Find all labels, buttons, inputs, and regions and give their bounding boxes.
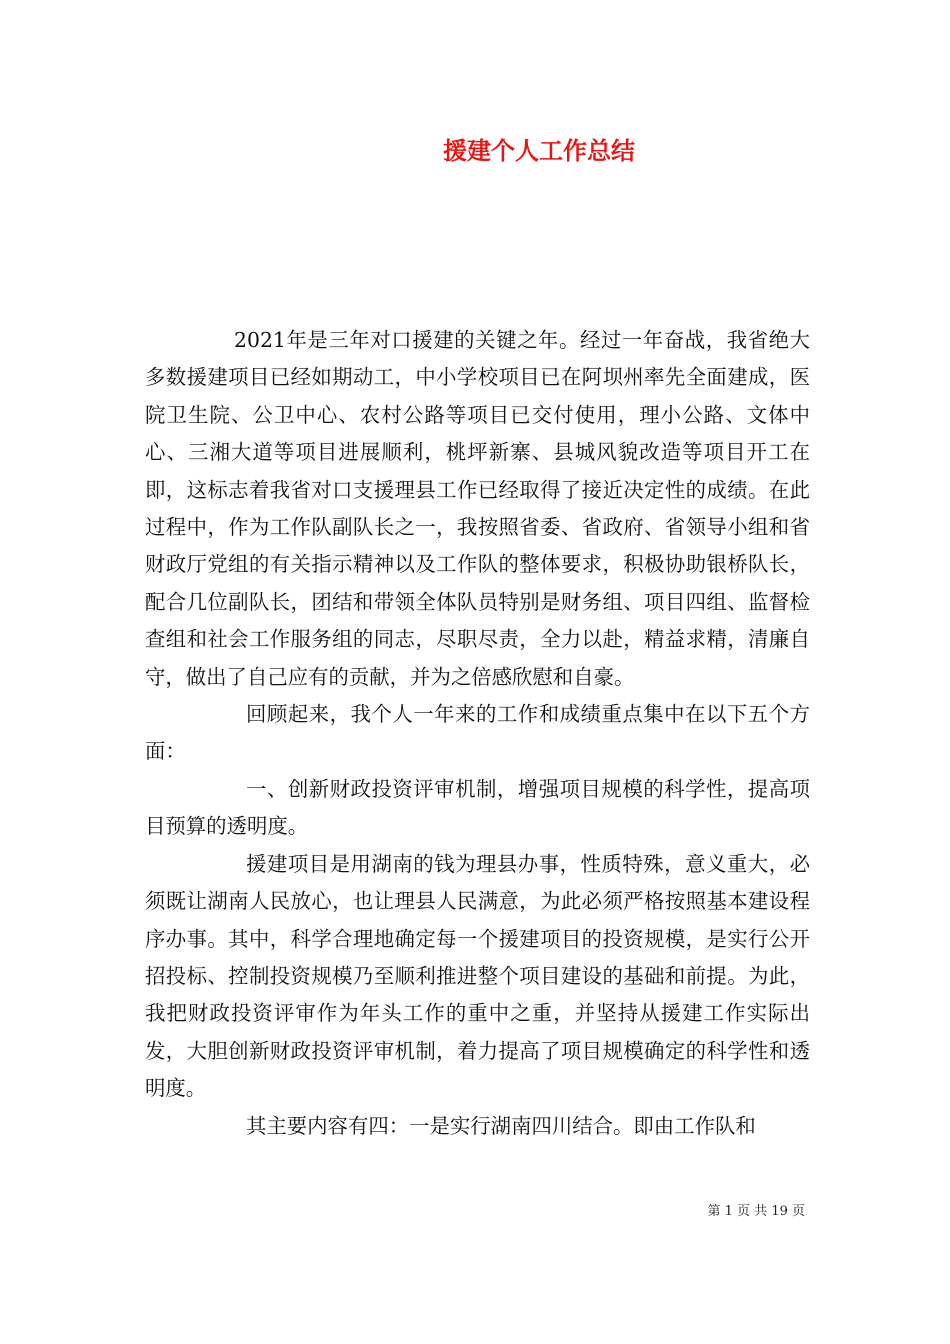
paragraph-intro: 2021年是三年对口援建的关键之年。经过一年奋战，我省绝大多数援建项目已经如期动工，中小学校项目已在阿坝州率先全面建成，医院卫生院、公卫中心、农村公路等项目已交付使用，理小公路、文体中心、三湘大道等项目进展顺利，桃坪新寨、县城风貌改造等项目开工在即，这标志着我省对口支援理县工作已经取得了接近决定性的成绩。在此过程中，作为工作队副队长之一，我按照省委、省政府、省领导小组和省财政厅党组的有关指示精神以及工作队的整体要求，积极协助银桥队长，配合几位副队长，团结和带领全体队员特别是财务组、项目四组、监督检查组和社会工作服务组的同志，尽职尽责，全力以赴，精益求精，清廉自守，做出了自己应有的贡献，并为之倍感欣慰和自豪。 (145, 328, 810, 689)
document-body (145, 322, 810, 1145)
document-title: 援建个人工作总结 (443, 137, 635, 165)
paragraph-section-1: 援建项目是用湖南的钱为理县办事，性质特殊，意义重大，必须既让湖南人民放心，也让理县人民满意，为此必须严格按照基本建设程序办事。其中，科学合理地确定每一个援建项目的投资规模，是实行公开招投标、控制投资规模乃至顺利推进整个项目建设的基础和前提。为此，我把财政投资评审作为年头工作的重中之重，并坚持从援建工作实际出发，大胆创新财政投资评审机制，着力提高了项目规模确定的科学性和透明度。 (145, 851, 810, 1101)
section-heading-1: 一、创新财政投资评审机制，增强项目规模的科学性，提高项目预算的透明度。 (145, 776, 810, 839)
paragraph-review: 回顾起来，我个人一年来的工作和成绩重点集中在以下五个方面： (145, 702, 810, 764)
paragraph-main-content: 其主要内容有四：一是实行湖南四川结合。即由工作队和 (246, 1113, 756, 1138)
page-number: 第 1 页 共 19 页 (707, 1204, 805, 1219)
